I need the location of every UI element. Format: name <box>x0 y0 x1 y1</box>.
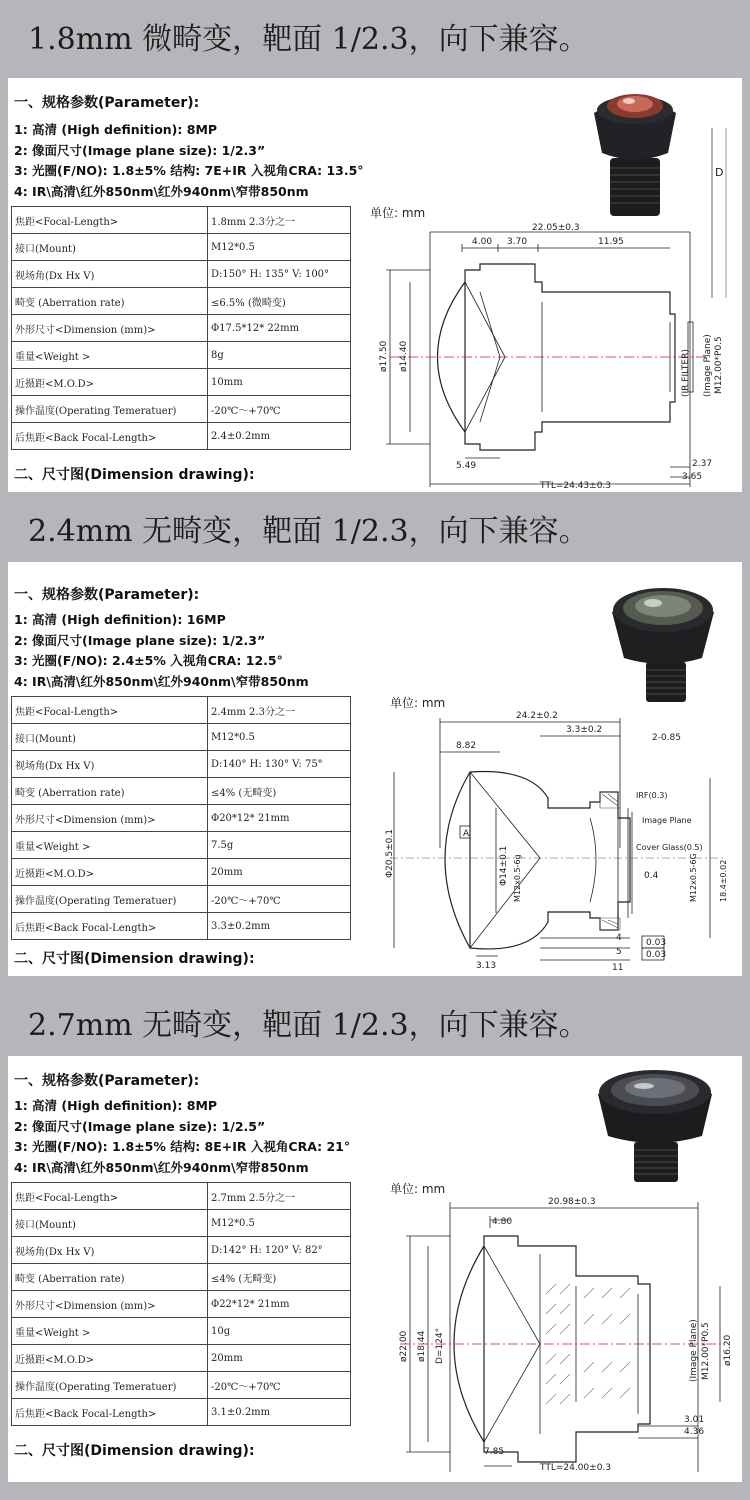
spec-line: 2: 像面尺寸(Image plane size): 1/2.3” <box>14 142 266 158</box>
dim-top: 20.98±0.3 <box>548 1197 596 1207</box>
section-3-dimension-drawing <box>380 1194 740 1476</box>
dim-a: 4.80 <box>492 1217 513 1227</box>
spec-value: M12*0.5 <box>208 234 351 261</box>
spec-key: 焦距<Focal-Length> <box>12 1183 208 1210</box>
section-1-dimension-drawing <box>370 222 732 490</box>
dim-outer: ø17.50 <box>379 340 389 372</box>
spec-value: Φ17.5*12* 22mm <box>208 315 351 342</box>
irf-label: IRF(0.3) <box>636 791 668 800</box>
table-row <box>12 315 351 342</box>
table-row <box>12 369 351 396</box>
dim-a: 4.00 <box>472 237 493 247</box>
section-2-title: 2.4mm 无畸变，靶面 1/2.3，向下兼容。 <box>28 514 589 549</box>
spec-value: -20℃～+70℃ <box>208 886 351 913</box>
spec-value: D:140° H: 130° V: 75° <box>208 751 351 778</box>
spec-key: 视场角(Dx Hx V) <box>12 1237 208 1264</box>
lens-photo-1 <box>572 78 702 220</box>
spec-key: 操作温度(Operating Temeratuer) <box>12 396 208 423</box>
dim-left: 3.13 <box>476 961 497 971</box>
spec-value: M12*0.5 <box>208 1210 351 1237</box>
table-row <box>12 1372 351 1399</box>
dim-11: 11 <box>612 963 624 973</box>
spec-key: 后焦距<Back Focal-Length> <box>12 1399 208 1426</box>
section-3-dimension-heading: 二、尺寸图(Dimension drawing): <box>14 1443 255 1459</box>
section-1-title: 1.8mm 微畸变，靶面 1/2.3，向下兼容。 <box>28 22 589 57</box>
table-row <box>12 1210 351 1237</box>
table-row <box>12 261 351 288</box>
spec-key: 畸变 (Aberration rate) <box>12 1264 208 1291</box>
table-row <box>12 1264 351 1291</box>
dim-ttl: TTL=24.00±0.3 <box>540 1463 612 1473</box>
fov-label: D=124° <box>435 1327 445 1364</box>
spec-key: 畸变 (Aberration rate) <box>12 288 208 315</box>
spec-value: 10mm <box>208 369 351 396</box>
dim-inner: ø14.40 <box>399 340 409 372</box>
thread-label: M12x0.5-6g <box>513 854 522 902</box>
spec-key: 焦距<Focal-Length> <box>12 697 208 724</box>
section-1-param-heading: 一、规格参数(Parameter): <box>14 95 200 111</box>
spec-line: 1: 高清 (High definition): 16MP <box>14 612 226 627</box>
spec-line: 2: 像面尺寸(Image plane size): 1/2.3” <box>14 632 266 648</box>
spec-key: 后焦距<Back Focal-Length> <box>12 913 208 940</box>
table-row <box>12 1399 351 1426</box>
spec-value: 3.3±0.2mm <box>208 913 351 940</box>
table-row <box>12 805 351 832</box>
dim-04: 0.4 <box>644 871 659 881</box>
spec-key: 接口(Mount) <box>12 1210 208 1237</box>
section-3-unit: 单位: mm <box>390 1182 446 1196</box>
spec-key: 重量<Weight > <box>12 342 208 369</box>
table-row <box>12 832 351 859</box>
table-row <box>12 207 351 234</box>
dim-right: ø16.20 <box>723 1334 733 1366</box>
table-row <box>12 1318 351 1345</box>
dim-b: 3.3±0.2 <box>566 725 603 735</box>
image-plane-label: (Image Plane) <box>689 1319 699 1382</box>
spec-value: D:150° H: 135° V: 100° <box>208 261 351 288</box>
section-2-dimension-drawing <box>380 708 740 974</box>
dim-outer: Φ20.5±0.1 <box>385 829 395 878</box>
section-2-panel <box>8 562 742 976</box>
spec-key: 畸变 (Aberration rate) <box>12 778 208 805</box>
table-row <box>12 396 351 423</box>
table-row <box>12 1345 351 1372</box>
section-1-unit: 单位: mm <box>370 206 426 220</box>
section-3-spec-table <box>11 1182 351 1426</box>
section-1-param-lines <box>14 120 364 202</box>
image-plane-label: Image Plane <box>642 816 692 825</box>
spec-key: 视场角(Dx Hx V) <box>12 751 208 778</box>
section-1-spec-table <box>11 206 351 450</box>
thread-label-right: M12x0.5-6G <box>689 853 698 902</box>
ir-filter-label: (IR FILTER) <box>681 349 691 397</box>
spec-value: 8g <box>208 342 351 369</box>
section-2-spec-table <box>11 696 351 940</box>
table-row <box>12 751 351 778</box>
section-1-title-band <box>0 6 750 60</box>
dim-b1: 2.37 <box>692 459 713 469</box>
spec-key: 重量<Weight > <box>12 1318 208 1345</box>
table-row <box>12 859 351 886</box>
spec-key: 外形尺寸<Dimension (mm)> <box>12 805 208 832</box>
spec-value: 2.4mm 2.3分之一 <box>208 697 351 724</box>
table-row <box>12 234 351 261</box>
tol-2: 0.03 <box>646 950 667 960</box>
spec-key: 近摄距<M.O.D> <box>12 1345 208 1372</box>
table-row <box>12 724 351 751</box>
table-row <box>12 697 351 724</box>
dim-top: 24.2±0.2 <box>516 711 558 721</box>
spec-value: 20mm <box>208 859 351 886</box>
spec-value: Φ20*12* 21mm <box>208 805 351 832</box>
table-row <box>12 886 351 913</box>
dim-outer: ø22.00 <box>399 1330 409 1362</box>
section-3-title-band <box>0 992 750 1046</box>
spec-value: M12*0.5 <box>208 724 351 751</box>
thread-label: M12.00*P0.5 <box>714 336 724 394</box>
spec-key: 近摄距<M.O.D> <box>12 369 208 396</box>
section-1-dimension-heading: 二、尺寸图(Dimension drawing): <box>14 467 255 483</box>
dim-b2: 3.65 <box>682 472 703 482</box>
table-row <box>12 778 351 805</box>
spec-key: 接口(Mount) <box>12 234 208 261</box>
dim-top: 22.05±0.3 <box>532 223 580 233</box>
table-row <box>12 1183 351 1210</box>
spec-line: 2: 像面尺寸(Image plane size): 1/2.5” <box>14 1118 266 1134</box>
spec-key: 焦距<Focal-Length> <box>12 207 208 234</box>
dim-inner: Φ14±0.1 <box>499 845 509 886</box>
section-2-dimension-heading: 二、尺寸图(Dimension drawing): <box>14 951 255 967</box>
spec-key: 视场角(Dx Hx V) <box>12 261 208 288</box>
spec-line: 4: IR\高清\红外850nm\红外940nm\窄带850nm <box>14 183 309 199</box>
spec-value: -20℃～+70℃ <box>208 1372 351 1399</box>
spec-value: 2.7mm 2.5分之一 <box>208 1183 351 1210</box>
dim-c: 11.95 <box>598 237 624 247</box>
dim-left: 5.49 <box>456 461 477 471</box>
table-row <box>12 1237 351 1264</box>
table-row <box>12 288 351 315</box>
dim-left: 7.85 <box>484 1447 505 1457</box>
spec-value: ≤6.5% (微畸变) <box>208 288 351 315</box>
spec-value: 1.8mm 2.3分之一 <box>208 207 351 234</box>
spec-line: 4: IR\高清\红外850nm\红外940nm\窄带850nm <box>14 673 309 689</box>
spec-key: 外形尺寸<Dimension (mm)> <box>12 1291 208 1318</box>
dim-b2: 4.36 <box>684 1427 705 1437</box>
dim-c: 2-0.85 <box>652 733 682 743</box>
dim-b: 3.70 <box>507 237 528 247</box>
section-3-title: 2.7mm 无畸变，靶面 1/2.3，向下兼容。 <box>28 1008 589 1043</box>
section-2-param-heading: 一、规格参数(Parameter): <box>14 587 200 603</box>
spec-value: ≤4% (无畸变) <box>208 1264 351 1291</box>
section-2-title-band <box>0 498 750 552</box>
dim-inner: ø18.44 <box>417 1330 427 1362</box>
tol-1: 0.03 <box>646 938 667 948</box>
table-row <box>12 1291 351 1318</box>
cover-glass-label: Cover Glass(0.5) <box>636 843 703 852</box>
thread-label: M12.00*P0.5 <box>701 1322 711 1380</box>
dim-4: 4 <box>616 933 622 943</box>
spec-line: 3: 光圈(F/NO): 1.8±5% 结构: 8E+IR 入视角CRA: 21° <box>14 1139 351 1154</box>
dim-5: 5 <box>616 947 622 957</box>
spec-line: 1: 高清 (High definition): 8MP <box>14 1098 218 1113</box>
datum-a: A <box>463 829 470 839</box>
spec-value: 2.4±0.2mm <box>208 423 351 450</box>
dim-a: 8.82 <box>456 741 477 751</box>
dim-ttl: TTL=24.43±0.3 <box>540 481 612 490</box>
section-3-panel <box>8 1056 742 1482</box>
spec-value: Φ22*12* 21mm <box>208 1291 351 1318</box>
spec-value: -20℃～+70℃ <box>208 396 351 423</box>
spec-value: ≤4% (无畸变) <box>208 778 351 805</box>
spec-key: 重量<Weight > <box>12 832 208 859</box>
section-2-unit: 单位: mm <box>390 696 446 710</box>
lens-photo-3 <box>590 1060 720 1202</box>
spec-key: 外形尺寸<Dimension (mm)> <box>12 315 208 342</box>
spec-value: 7.5g <box>208 832 351 859</box>
lens-photo-2 <box>598 570 728 712</box>
spec-value: D:142° H: 120° V: 82° <box>208 1237 351 1264</box>
image-plane-label: (Image Plane) <box>703 334 713 397</box>
section-3-param-lines <box>14 1096 350 1178</box>
corner-label: D <box>715 166 724 179</box>
dim-b1: 3.01 <box>684 1415 705 1425</box>
table-row <box>12 913 351 940</box>
spec-value: 3.1±0.2mm <box>208 1399 351 1426</box>
spec-line: 3: 光圈(F/NO): 1.8±5% 结构: 7E+IR 入视角CRA: 13.5° <box>14 163 364 178</box>
section-1-panel <box>8 78 742 492</box>
section-3-param-heading: 一、规格参数(Parameter): <box>14 1073 200 1089</box>
spec-value: 20mm <box>208 1345 351 1372</box>
spec-key: 近摄距<M.O.D> <box>12 859 208 886</box>
spec-key: 接口(Mount) <box>12 724 208 751</box>
table-row <box>12 342 351 369</box>
table-row <box>12 423 351 450</box>
spec-line: 3: 光圈(F/NO): 2.4±5% 入视角CRA: 12.5° <box>14 653 283 668</box>
spec-value: 10g <box>208 1318 351 1345</box>
section-2-param-lines <box>14 610 309 692</box>
dim-right: 18.4±0.02 <box>719 859 728 902</box>
spec-key: 操作温度(Operating Temeratuer) <box>12 1372 208 1399</box>
spec-line: 1: 高清 (High definition): 8MP <box>14 122 218 137</box>
spec-key: 操作温度(Operating Temeratuer) <box>12 886 208 913</box>
spec-line: 4: IR\高清\红外850nm\红外940nm\窄带850nm <box>14 1159 309 1175</box>
spec-key: 后焦距<Back Focal-Length> <box>12 423 208 450</box>
